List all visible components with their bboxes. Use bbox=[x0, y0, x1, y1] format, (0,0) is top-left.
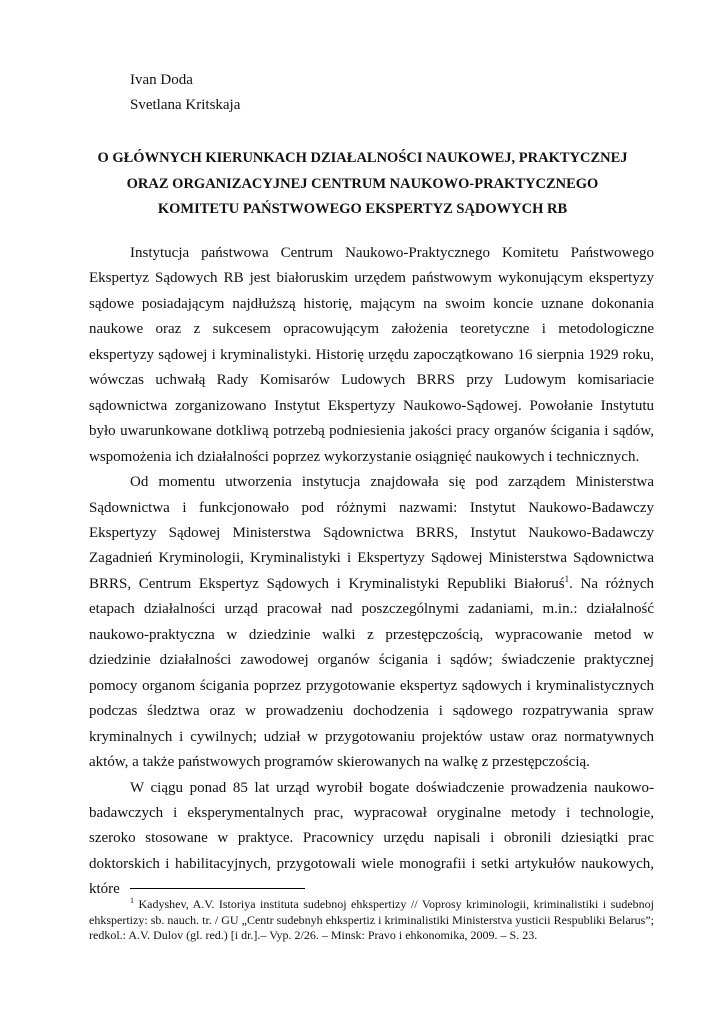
paragraph: Instytucja państwowa Centrum Naukowo-Praktycznego Komitetu Państwowego Ekspertyz Sądowych RB jest białoruskim urzędem państwowym wykonującym ekspertyzy sądowe posiadającym najdłuższą historię, mającym na swoim koncie uznane dokonania naukowe oraz z sukcesem opracowującym założenia teoretyczne i metodologiczne ekspertyzy sądowej i kryminalistyki. Historię urzędu zapoczątkowano 16 sierpnia 1929 roku, wówczas uchwałą Rady Komisarów Ludowych BRRS przy Ludowym komisariacie sądownictwa zorganizowano Instytut Ekspertyzy Naukowo-Sądowej. Powołanie Instytutu było uwarunkowane dotkliwą potrzebą podniesienia jakości pracy organów ścigania i sądów, wspomożenia ich działalności poprzez wykorzystanie osiągnięć naukowych i technicznych. bbox=[89, 245, 654, 465]
footnote-reference: 1 bbox=[564, 573, 570, 584]
paragraph-text: Od momentu utworzenia instytucja znajdowała się pod zarządem Ministerstwa Sądownictwa i funkcjonowało pod różnymi nazwami: Instytut Naukowo-Badawczy Ekspertyzy Sądowej Ministerstwa Sądownictwa BRRS, Instytut Naukowo-Badawczy Zagadnień Kryminologii, Kryminalistyki i Ekspertyzy Sądowej Ministerstwa Sądownictwa BRRS, Centrum Ekspertyz Sądowych i Kryminalistyki Republiki Białoruś bbox=[89, 474, 654, 592]
title-line: ORAZ ORGANIZACYJNEJ CENTRUM NAUKOWO-PRAKTYCZNEGO bbox=[126, 175, 599, 192]
author-name: Svetlana Kritskaja bbox=[130, 97, 241, 113]
paragraph-text: . Na różnych etapach działalności urząd pracował nad poszczególnymi zadaniami, m.in.: działalność naukowo-praktyczna w dziedzinie walki z przestępczością, wypracowanie metod w dziedzinie działalności zawodowej organów ścigania i sądów; świadczenie praktycznej pomocy organom ścigania poprzez przygotowanie ekspertyz sądowych i kryminalistycznych podczas śledztwa oraz w prowadzeniu dochodzenia i sądowego rozpatrywania spraw kryminalnych i cywilnych; udział w przygotowaniu projektów ustaw oraz normatywnych aktów, a także państwowych programów skierowanych na walkę z przestępczością. bbox=[89, 575, 654, 771]
author-name: Ivan Doda bbox=[130, 72, 193, 88]
footnote-text: Kadyshev, A.V. Istoriya instituta sudebnoj ehkspertizy // Voprosy kriminologii, kriminalistiki i sudebnoj ehkspertizy: sb. nauch. tr. / GU „Centr sudebnyh ehkspertiz i kriminalistiki Ministerstva yusticii Respubliki Belarus”; redkol.: A.V. Dulov (gl. red.) [i dr.].– Vyp. 2/26. – Minsk: Pravo i ehkonomika, 2009. – S. 23. bbox=[89, 897, 654, 942]
title-line: O GŁÓWNYCH KIERUNKACH DZIAŁALNOŚCI NAUKOWEJ, PRAKTYCZNEJ bbox=[97, 150, 628, 166]
title-line: KOMITETU PAŃSTWOWEGO EKSPERTYZ SĄDOWYCH RB bbox=[157, 201, 568, 217]
article-body bbox=[89, 241, 654, 903]
paragraph: W ciągu ponad 85 lat urząd wyrobił bogate doświadczenie prowadzenia naukowo-badawczych i eksperymentalnych prac, wypracował oryginalne metody i technologie, szeroko stosowane w praktyce. Pracownicy urzędu napisali i obronili dziesiątki prac doktorskich i habilitacyjnych, przygotowali wiele monografii i setki artykułów naukowych, które bbox=[89, 779, 654, 898]
footnote-separator bbox=[130, 888, 305, 889]
article-title bbox=[60, 146, 665, 223]
paragraph bbox=[89, 470, 654, 775]
footnote-marker: 1 bbox=[130, 896, 134, 905]
footnote bbox=[89, 897, 654, 944]
author-list bbox=[130, 68, 240, 118]
